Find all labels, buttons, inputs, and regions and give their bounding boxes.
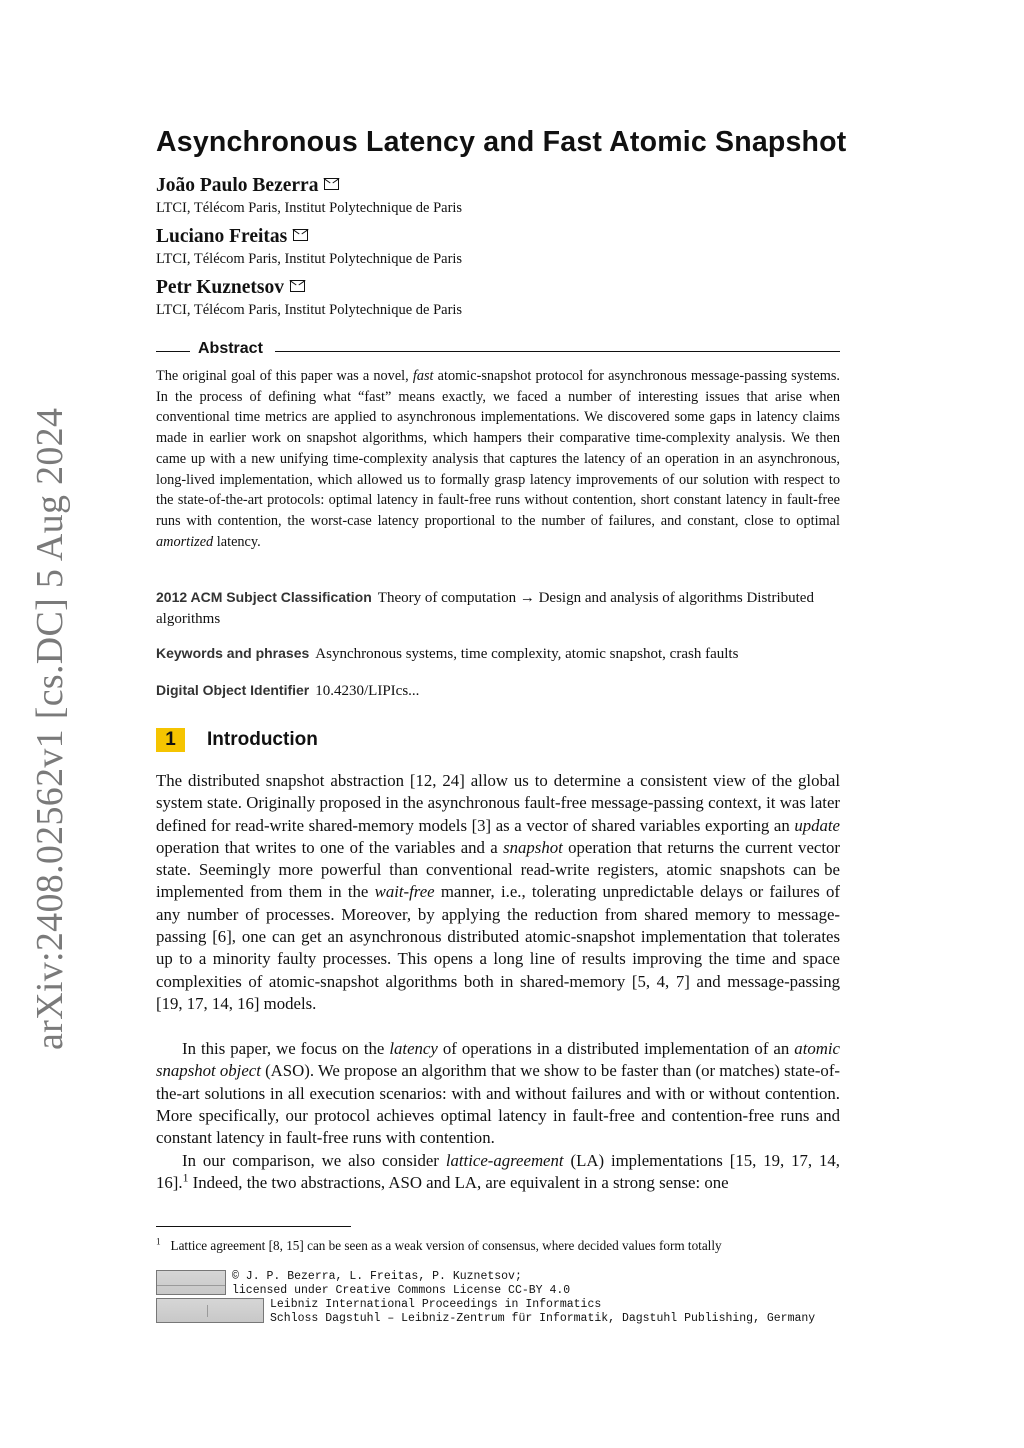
author-name: João Paulo Bezerra [156,175,339,197]
license-notice: © J. P. Bezerra, L. Freitas, P. Kuznetsov; licensed under Creative Commons License CC-BY 4.0 [232,1270,571,1297]
footnote-marker[interactable]: 1 [182,1171,189,1185]
abstract-text: The original goal of this paper was a novel, fast atomic-snapshot protocol for asynchronous message-passing systems. In the process of defining what “fast” means exactly, we faced a number of interesting issues that arise when conventional time metrics are applied to asynchronous implementations. We discovered some gaps in latency claims made in earlier work on snapshot algorithms, which hampers their comparative time-complexity analysis. We then came up with a new unifying time-complexity analysis that captures the latency of an operation in an asynchronous, long-lived implementation, which allowed us to formally grasp latency improvements of our solution with respect to the state-of-the-art protocols: optimal latency in fault-free runs without contention, short constant latency in fault-free runs with contention, the worst-case latency proportional to the number of failures, and constant, close to optimal amortized latency. [156,368,840,550]
acm-label: 2012 ACM Subject Classification [156,589,372,605]
keywords: Keywords and phrases Asynchronous systems, time complexity, atomic snapshot, crash faults [156,645,739,662]
author-affiliation: LTCI, Télécom Paris, Institut Polytechnique de Paris [156,251,463,267]
arxiv-identifier-stamp: arXiv:2408.02562v1 [cs.DC] 5 Aug 2024 [29,407,71,1050]
email-icon[interactable] [290,280,305,292]
intro-paragraph: The distributed snapshot abstraction [12, 24] allow us to determine a consistent view of the global system state. Originally proposed in the asynchronous fault-free message-passing context, it was later defined for read-write shared-memory models [3] as a vector of shared variables exporting an update operation that writes to one of the variables and a snapshot operation that returns the current vector state. Seemingly more powerful than conventional read-write registers, atomic snapshots can be implemented from them in the wait-free manner, i.e., tolerating unpredictable delays or failures of any number of processes. Moreover, by applying the reduction from shared memory to message-passing [6], one can get an asynchronous distributed atomic-snapshot implementation that tolerates up to a minority faulty processes. This opens a long line of results improving the time and space complexities of atomic-snapshot algorithms both in shared-memory [5, 4, 7] and message-passing [19, 17, 14, 16] models. [156,771,840,1013]
intro-paragraph: In our comparison, we also consider lattice-agreement (LA) implementations [15, 19, 17, 14, 16].$^1$ Indeed, the two abstractions, ASO and LA, are equivalent in a strong sense: one [156,1151,840,1193]
abstract-divider [156,340,840,360]
doi-link[interactable]: 10.4230/LIPIcs... [315,683,420,699]
section-title: Introduction [207,729,318,750]
footnote: $^1$ Lattice agreement [8, 15] can be seen as a weak version of consensus, where decided values form totally [156,1236,722,1253]
author-name: Luciano Freitas [156,226,308,248]
doi [156,680,840,702]
paper-title: Asynchronous Latency and Fast Atomic Snapshot [156,126,847,158]
keywords-label: Keywords and phrases [156,645,310,661]
lipics-logo [156,1298,264,1323]
publisher-notice: Leibniz International Proceedings in Informatics Schloss Dagstuhl – Leibniz-Zentrum für Informatik, Dagstuhl Publishing, Germany [270,1298,816,1325]
footnote-divider [156,1226,351,1227]
doi-label: Digital Object Identifier [156,682,310,698]
email-icon[interactable] [293,229,308,241]
section-number: 1 [156,728,185,752]
author-name: Petr Kuznetsov [156,277,305,299]
author-affiliation: LTCI, Télécom Paris, Institut Polytechnique de Paris [156,200,463,216]
cc-license-logo [156,1270,226,1295]
abstract-heading: Abstract [198,340,263,357]
intro-paragraph: In this paper, we focus on the latency of operations in a distributed implementation of an atomic snapshot object (ASO). We propose an algorithm that we show to be faster than (or matches) state-of-the-art solutions in all execution scenarios: with and without failures and with or without contention. More specifically, our protocol achieves optimal latency in fault-free and contention-free runs and constant latency in fault-free runs with contention. [156,1039,840,1148]
acm-classification: 2012 ACM Subject Classification Theory of computation → Design and analysis of algorithms Distributed algorithms [156,589,814,627]
author-affiliation: LTCI, Télécom Paris, Institut Polytechnique de Paris [156,302,463,318]
email-icon[interactable] [324,178,339,190]
